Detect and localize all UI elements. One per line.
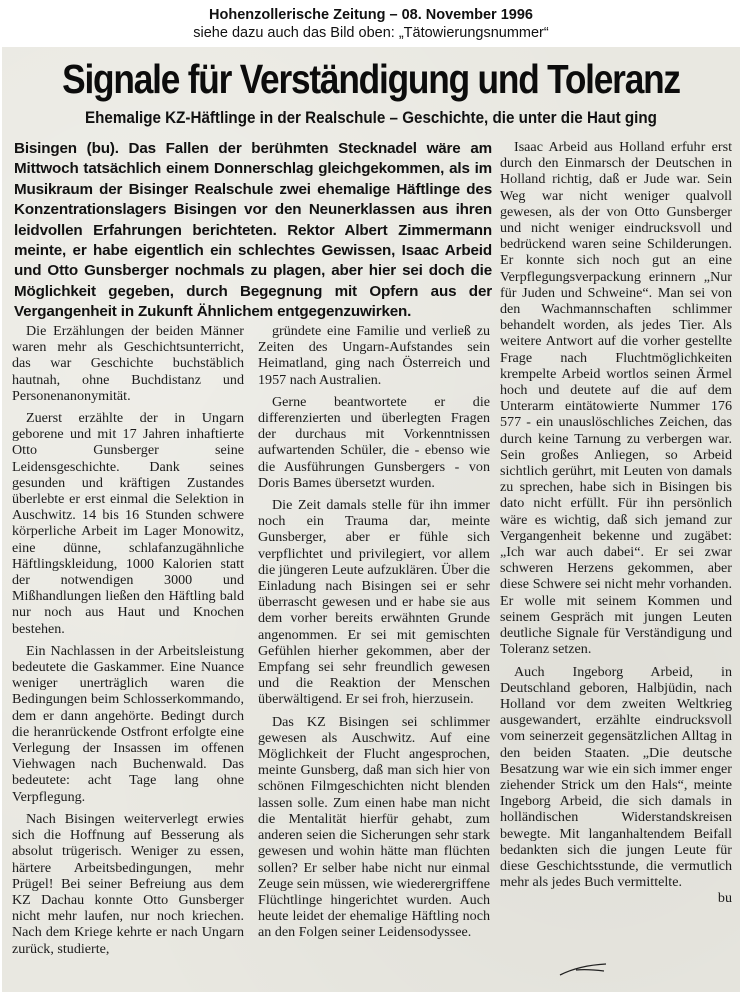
paragraph: Isaac Arbeid aus Holland erfuhr erst durch den Einmarsch der Deutschen in Holland richtig, daß er Jude war. Sein Weg war nicht weniger qualvoll gewesen, als der von Otto Gunsberger und nicht weniger eindrucksvoll und bedrückend waren seine Schilderungen. Er konnte sich noch gut an eine Verpflegungsverpackung erinnern „Nur für Juden und Schweine“. Man sei von den Wachmannschaften schlimmer behandelt worden, als jedes Tier. Als weitere Antwort auf die vorher gestellte Frage nach Fluchtmöglichkeiten krempelte Arbeid wortlos seinen Ärmel hoch und deutete auf die auf dem Unterarm eintätowierte Nummer 176 577 - ein unauslöschliches Zeichen, das durch keine Tarnung zu verbergen war. Sein großes Anliegen, so Arbeid sichtlich gerührt, mit Leuten von damals zu sprechen, habe sich in Bisingen bis dato nicht erfüllt. Für ihn persönlich wäre es wichtig, daß sich jemand zur Vergangenheit bekenne und zugäbet: „Ich war auch dabei“. Er sei zwar schweren Herzens gekommen, aber diese Schwere sei nicht mehr vorhanden. Er wolle mit seinem Kommen und seinem Gespräch mit jungen Leuten deutliche Signale für Verständigung und Toleranz setzen. [500,139,732,658]
paragraph: Gerne beantwortete er die differenzierten und überlegten Fragen der durchaus mit Vorkenntnissen aufwartenden Schüler, die - ebenso wie die Ausführungen Gunsbergers - von Doris Bames übersetzt wurden. [258,393,490,491]
column-left [12,323,244,957]
newspaper-clipping [2,47,740,992]
column-middle [258,323,490,941]
article-signoff [500,890,732,906]
paragraph: gründete eine Familie und verließ zu Zeiten des Ungarn-Aufstandes sein Heimatland, ging nach Österreich und 1957 nach Australien. [258,323,490,388]
source-caption [0,6,742,42]
pen-scribble-icon [558,963,608,977]
paragraph: Ein Nachlassen in der Arbeitsleistung bedeutete die Gaskammer. Eine Nuance weniger unerträglich waren die Bedingungen beim Schlosserkommando, dem er dann angehörte. Bedingt durch die heranrückende Ostfront erfolgte eine Verlegung der Insassen im offenen Viehwagen nach Buchenwald. Das bedeutete: acht Tage lang ohne Verpflegung. [12,642,244,805]
article-lead: Bisingen (bu). Das Fallen der berühmten Stecknadel wäre am Mittwoch tatsächlich einem Donnerschlag gleichgekommen, als im Musikraum der Bisinger Realschule zwei ehemalige Häftlinge des Konzentrationslagers Bisingen vor den Neunerklassen aus ihren leidvollen Erfahrungen berichteten. Rektor Albert Zimmermann meinte, er habe eigentlich ein schlechtes Gewissen, Isaac Arbeid und Otto Gunsberger nochmals zu plagen, aber hier sei doch die Möglichkeit gegeben, durch Begegnung mit Opfern aus der Vergangenheit in Zukunft Ähnlichem entgegenzuwirken. [14,140,492,321]
article-headline: Signale für Verständigung und Toleranz [62,56,680,102]
paragraph: Zuerst erzählte der in Ungarn geborene und mit 17 Jahren inhaftierte Otto Gunsberger seine Leidensgeschichte. Dank seines gesunden und kräftigen Zustandes überlebte er erst einmal die Selektion in Auschwitz. 14 bis 16 Stunden schwere körperliche Arbeit im Lager Monowitz, eine dünne, schlafanzugähnliche Häftlingskleidung, 1000 Kalorien statt der notwendigen 3000 und Mißhandlungen ließen den Häftling bald nur noch aus Haut und Knochen bestehen. [12,410,244,637]
source-title: Hohenzollerische Zeitung – 08. November 1996 [209,7,533,23]
article-subheadline: Ehemalige KZ-Häftlinge in der Realschule – Geschichte, die unter die Haut ging [85,109,657,127]
source-note: siehe dazu auch das Bild oben: „Tätowierungsnummer“ [193,25,549,41]
paragraph: Nach Bisingen weiterverlegt erwies sich die Hoffnung auf Besserung als absolut trügerisch. Weniger zu essen, härtere Arbeitsbedingungen, mehr Prügel! Bei seiner Befreiung aus dem KZ Dachau konnte Otto Gunsberger nicht mehr laufen, nur noch kriechen. Nach dem Kriege kehrte er nach Ungarn zurück, studierte, [12,810,244,957]
paragraph: Auch Ingeborg Arbeid, in Deutschland geboren, Halbjüdin, nach Holland vor dem zweiten Weltkrieg ausgewandert, erzählte eindrucksvoll vom seinerzeit gegensätzlichen Alltag in den beiden Staaten. „Die deutsche Besatzung war wie ein sich immer enger ziehender Strick um den Hals“, meinte Ingeborg Arbeid, die sich damals in holländischen Widerstandskreisen bewegte. Mit langanhaltendem Beifall bedankten sich die jungen Leute für diese Geschichtsstunde, die vermutlich mehr als jedes Buch vermittelte. [500,663,732,891]
author-initials: bu [717,890,732,907]
paragraph: Die Erzählungen der beiden Männer waren mehr als Geschichtsunterricht, das war Geschichte buchstäblich hautnah, ohne Buchdistanz und Personenanonymität. [12,323,244,404]
paragraph: Das KZ Bisingen sei schlimmer gewesen als Auschwitz. Auf eine Möglichkeit der Flucht angesprochen, meinte Gunsberg, daß man sich hier von schönen Filmgeschichten nicht blenden lassen solle. Zum einen habe man nicht die Mentalität hierfür gehabt, zum anderen seien die Sicherungen sehr stark gewesen und wohin hätte man flüchten sollen? Er selber habe nicht nur einmal Zeuge sein müssen, wie wiederergriffene Flüchtlinge hingerichtet wurden. Auch heute leidet der ehemalige Häftling noch an den Folgen seiner Leidensodyssee. [258,713,490,941]
paragraph: Die Zeit damals stelle für ihn immer noch ein Trauma dar, meinte Gunsberger, aber er fühle sich verpflichtet und privilegiert, vor allem die jüngeren Leute aufzuklären. Über die Einladung nach Bisingen sei er sehr überrascht gewesen und er habe sie aus dem vorher bereits erwähnten Grunde angenommen. Er sei mit gemischten Gefühlen hierher gekommen, aber der Empfang sei sehr freundlich gewesen und die Reaktion der Menschen überwältigend. Er sei froh, hierzusein. [258,497,490,708]
column-right [500,139,732,907]
